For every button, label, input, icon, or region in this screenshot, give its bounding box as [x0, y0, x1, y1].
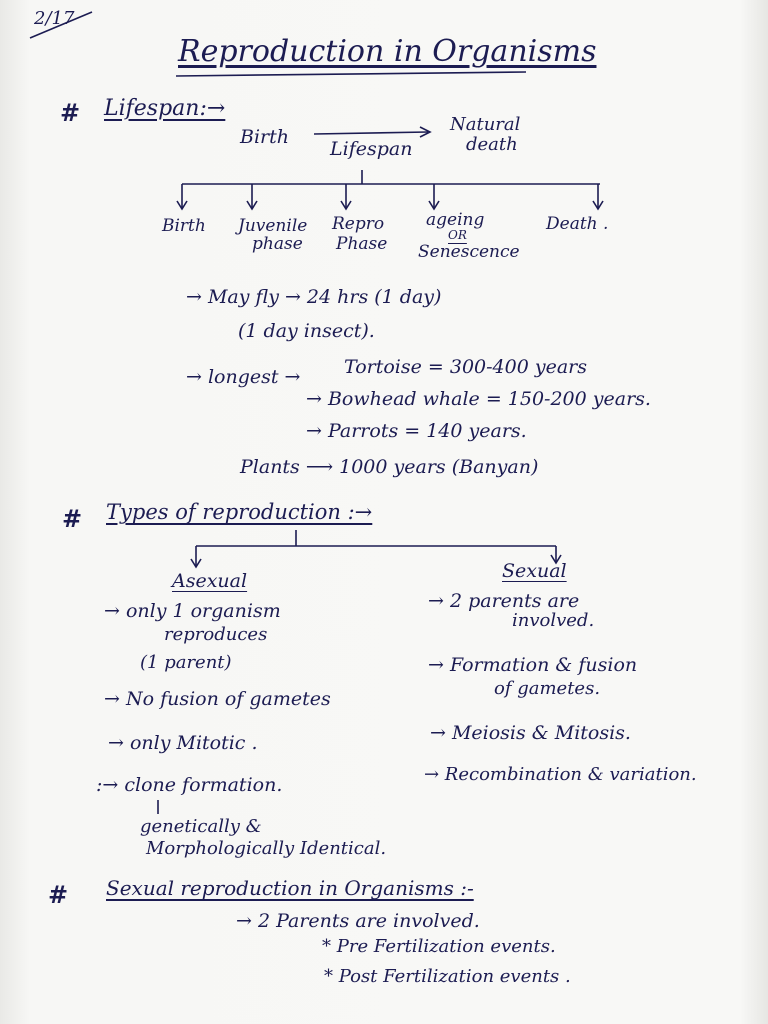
- page-title: Reproduction in Organisms: [178, 34, 597, 69]
- asexual-point-1b: reproduces: [164, 624, 268, 645]
- whale-line: → Bowhead whale = 150-200 years.: [306, 388, 651, 410]
- sexual-repro-heading: Sexual reproduction in Organisms :-: [106, 876, 474, 900]
- plants-line: Plants ⟶ 1000 years (Banyan): [240, 456, 539, 478]
- sexual-repro-line-2: * Pre Fertilization events.: [322, 936, 556, 957]
- sexual-heading: Sexual: [502, 560, 567, 582]
- asexual-point-2: → No fusion of gametes: [104, 688, 331, 710]
- mayfly-line: → May fly → 24 hrs (1 day): [186, 286, 442, 308]
- stage-juvenile-phase: phase: [252, 234, 303, 254]
- stage-ageing: ageing: [426, 210, 485, 230]
- sexual-point-4: → Recombination & variation.: [424, 764, 697, 785]
- stage-birth: Birth: [162, 216, 206, 236]
- natural-label: Natural: [450, 114, 521, 135]
- sexual-point-2: → Formation & fusion: [428, 654, 638, 676]
- stage-juvenile: Juvenile: [238, 216, 308, 236]
- sexual-repro-line-1: → 2 Parents are involved.: [236, 910, 480, 932]
- sexual-repro-line-3: * Post Fertilization events .: [324, 966, 571, 987]
- sexual-repro-bullet: #: [48, 880, 69, 909]
- asexual-point-4: :→ clone formation.: [96, 774, 283, 796]
- types-heading: Types of reproduction :→: [106, 500, 373, 524]
- sexual-point-1: → 2 parents are: [428, 590, 580, 612]
- stage-death: Death .: [546, 214, 609, 234]
- asexual-heading: Asexual: [172, 570, 248, 592]
- stage-or: OR: [448, 228, 467, 242]
- mayfly-note: (1 day insect).: [238, 320, 375, 342]
- sexual-point-1b: involved.: [512, 610, 595, 631]
- lifespan-bullet: #: [60, 98, 81, 127]
- birth-label: Birth: [240, 126, 289, 148]
- asexual-point-4b: genetically &: [140, 816, 262, 837]
- stage-repro: Repro: [332, 214, 385, 234]
- lifespan-label: Lifespan: [330, 138, 413, 160]
- tortoise-line: Tortoise = 300-400 years: [344, 356, 587, 378]
- corner-mark: 2/17: [34, 8, 75, 29]
- death-label: death: [466, 134, 518, 155]
- asexual-point-4c: Morphologically Identical.: [146, 838, 387, 859]
- longest-label: → longest →: [186, 366, 301, 388]
- stage-senescence: Senescence: [418, 242, 520, 262]
- sexual-point-2b: of gametes.: [494, 678, 601, 699]
- asexual-point-3: → only Mitotic .: [108, 732, 258, 754]
- sexual-point-3: → Meiosis & Mitosis.: [430, 722, 631, 744]
- stage-repro-phase: Phase: [336, 234, 388, 254]
- types-bullet: #: [62, 504, 83, 533]
- parrots-line: → Parrots = 140 years.: [306, 420, 527, 442]
- asexual-point-1: → only 1 organism: [104, 600, 281, 622]
- asexual-point-1c: (1 parent): [140, 652, 232, 673]
- lifespan-heading: Lifespan:→: [104, 96, 226, 121]
